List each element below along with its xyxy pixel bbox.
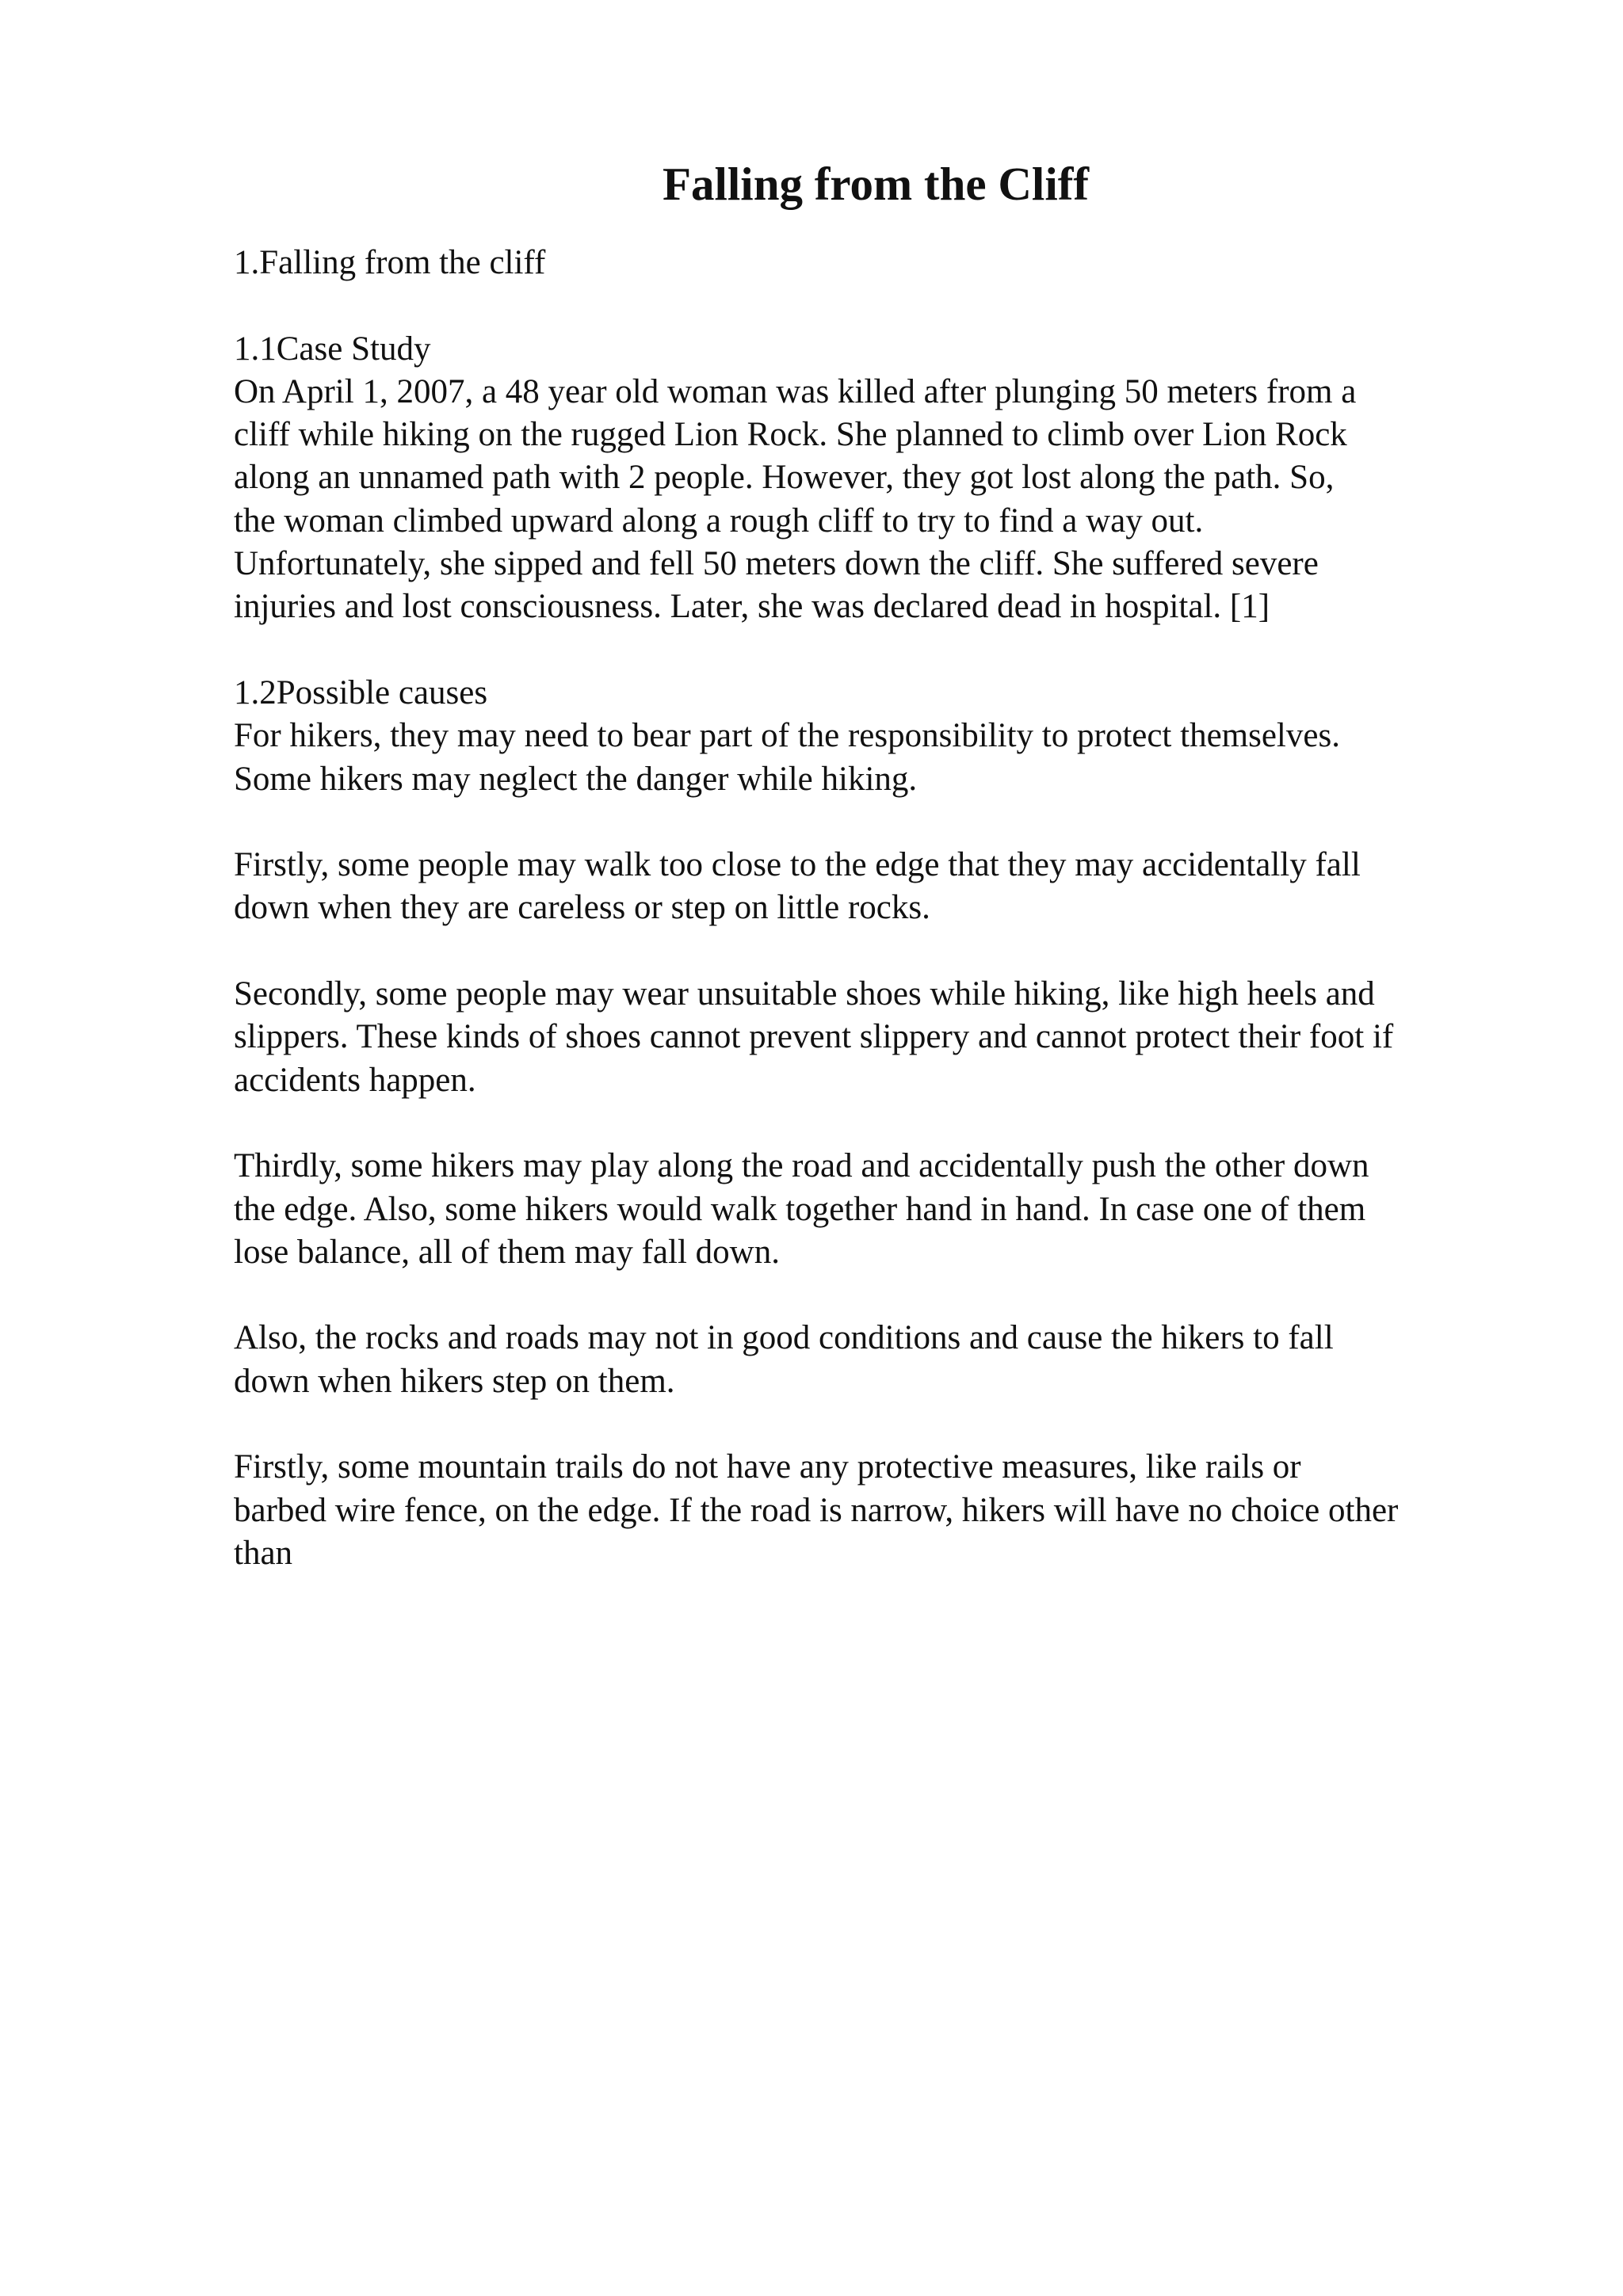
paragraph-line: accidents happen. xyxy=(234,1061,476,1099)
spacer xyxy=(234,629,1533,672)
document-title: Falling from the Cliff xyxy=(662,158,1090,210)
paragraph-line: the edge. Also, some hikers would walk together hand in hand. In case one of them xyxy=(234,1190,1366,1228)
paragraph-line: Secondly, some people may wear unsuitable shoes while hiking, like high heels and xyxy=(234,975,1375,1013)
paragraph-line: down when they are careless or step on little rocks. xyxy=(234,889,930,927)
spacer xyxy=(234,801,1533,844)
case-study-line: cliff while hiking on the rugged Lion Rock. She planned to climb over Lion Rock xyxy=(234,416,1347,454)
case-study-line: the woman climbed upward along a rough cliff to try to find a way out. xyxy=(234,502,1204,540)
spacer xyxy=(234,1102,1533,1145)
case-study-line: along an unnamed path with 2 people. However, they got lost along the path. So, xyxy=(234,459,1335,497)
paragraph-line: barbed wire fence, on the edge. If the road is narrow, hikers will have no choice other xyxy=(234,1491,1399,1529)
causes-intro-line: For hikers, they may need to bear part of the responsibility to protect themselves. xyxy=(234,717,1340,755)
case-study-line: injuries and lost consciousness. Later, she was declared dead in hospital. [1] xyxy=(234,588,1270,626)
document-body xyxy=(234,242,1533,1575)
causes-intro-line: Some hikers may neglect the danger while hiking. xyxy=(234,760,918,798)
section-heading: 1.Falling from the cliff xyxy=(234,244,546,281)
spacer xyxy=(234,284,1533,327)
paragraph-line: Also, the rocks and roads may not in good conditions and cause the hikers to fall xyxy=(234,1319,1334,1357)
paragraph-line: than xyxy=(234,1534,293,1572)
possible-causes-heading: 1.2Possible causes xyxy=(234,673,488,711)
case-study-line: On April 1, 2007, a 48 year old woman was killed after plunging 50 meters from a xyxy=(234,372,1357,410)
spacer xyxy=(234,1403,1533,1446)
paragraph-line: down when hikers step on them. xyxy=(234,1362,675,1400)
paragraph-line: Firstly, some mountain trails do not have any protective measures, like rails or xyxy=(234,1448,1301,1486)
spacer xyxy=(234,1274,1533,1317)
paragraph-line: Firstly, some people may walk too close to the edge that they may accidentally fall xyxy=(234,846,1361,884)
spacer xyxy=(234,930,1533,973)
paragraph-line: slippers. These kinds of shoes cannot prevent slippery and cannot protect their foot if xyxy=(234,1018,1394,1056)
case-study-line: Unfortunately, she sipped and fell 50 meters down the cliff. She suffered severe xyxy=(234,545,1319,583)
paragraph-line: lose balance, all of them may fall down. xyxy=(234,1233,780,1271)
paragraph-line: Thirdly, some hikers may play along the road and accidentally push the other down xyxy=(234,1147,1369,1185)
case-study-heading: 1.1Case Study xyxy=(234,330,431,368)
